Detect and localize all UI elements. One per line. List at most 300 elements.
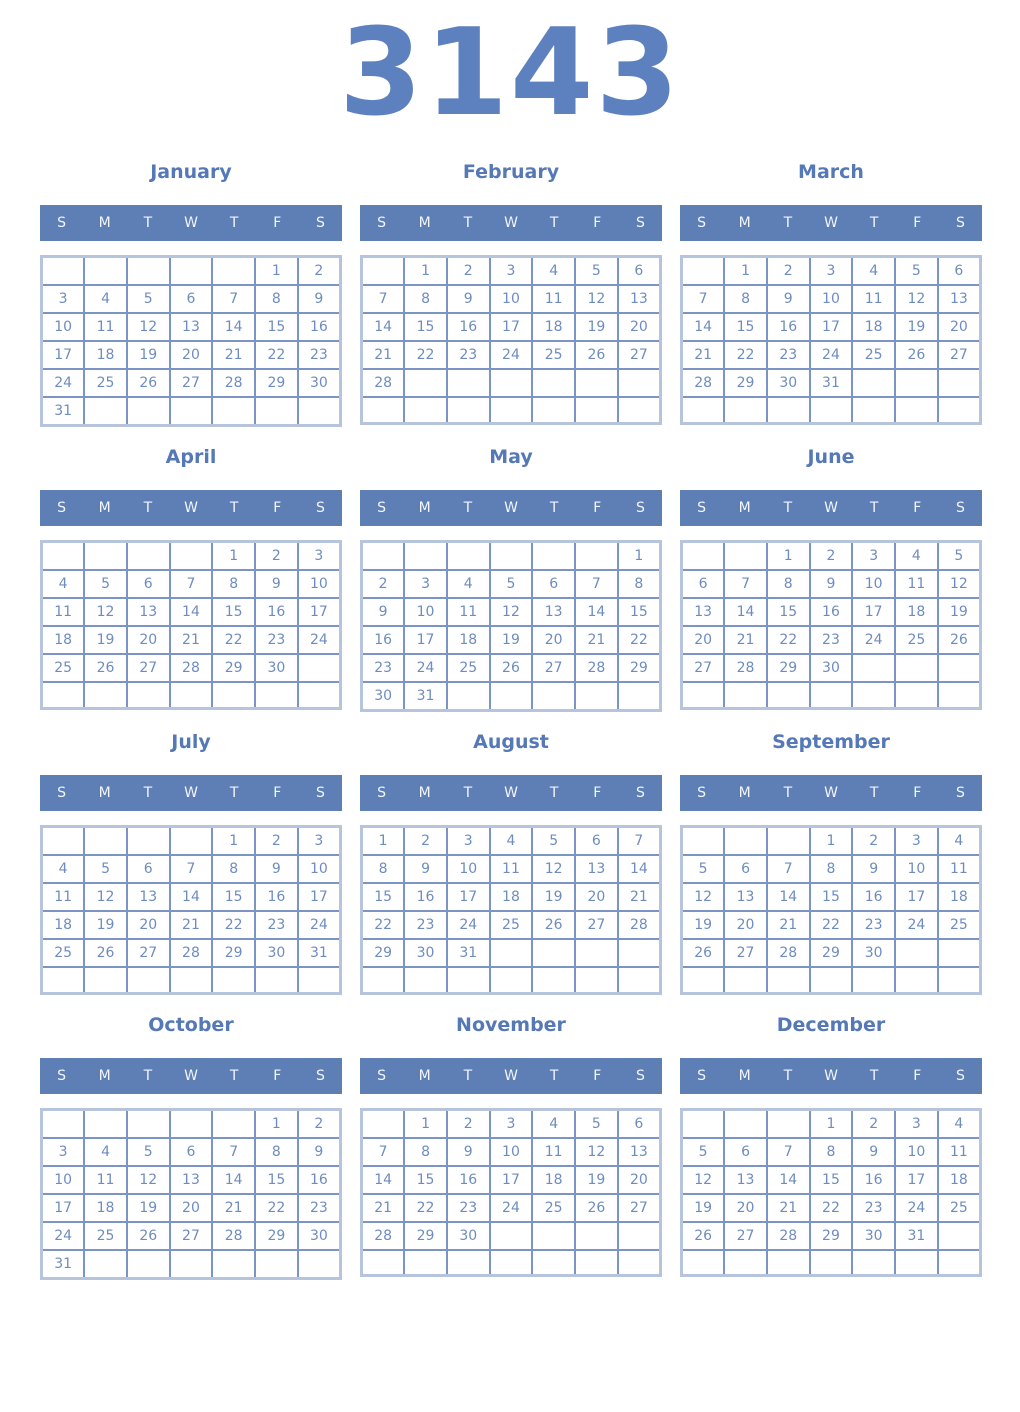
day-cell: 9 [447, 1138, 490, 1166]
day-cell: 17 [298, 598, 341, 626]
day-cell [447, 682, 490, 711]
day-cell [895, 967, 938, 993]
day-cell: 25 [938, 1194, 981, 1222]
week-row [42, 682, 341, 708]
day-cell: 11 [852, 285, 895, 313]
weekday-label: M [418, 500, 431, 516]
day-cell: 9 [852, 1138, 895, 1166]
weekday-label: S [377, 215, 387, 231]
day-cell: 22 [404, 341, 447, 369]
day-cell: 24 [895, 1194, 938, 1222]
day-cell: 1 [724, 257, 767, 286]
day-cell: 4 [447, 570, 490, 598]
weekday-label: T [549, 785, 559, 801]
day-cell [682, 827, 725, 856]
week-row [682, 397, 981, 423]
day-cell: 3 [42, 285, 85, 313]
day-cell: 19 [84, 626, 127, 654]
day-cell: 30 [255, 939, 298, 967]
day-cell: 28 [170, 939, 213, 967]
week-row [682, 1222, 981, 1250]
day-cell: 25 [84, 369, 127, 397]
day-cell: 23 [298, 1194, 341, 1222]
day-cell: 10 [490, 285, 533, 313]
week-row [42, 341, 341, 369]
day-cell: 5 [127, 285, 170, 313]
week-row [362, 369, 661, 397]
weekday-label: W [824, 785, 838, 801]
weekday-label: S [377, 1067, 387, 1084]
day-cell: 24 [447, 911, 490, 939]
day-cell: 5 [490, 570, 533, 598]
day-cell: 14 [682, 313, 725, 341]
day-cell: 12 [532, 855, 575, 883]
day-cell: 31 [404, 682, 447, 711]
day-cell [84, 1109, 127, 1138]
day-cell: 3 [490, 1109, 533, 1138]
day-cell [170, 257, 213, 286]
day-cell [404, 397, 447, 423]
month-block [680, 730, 982, 995]
week-row [682, 967, 981, 993]
day-cell: 28 [575, 654, 618, 682]
day-cell: 23 [255, 626, 298, 654]
day-cell: 22 [810, 1194, 853, 1222]
day-cell: 30 [810, 654, 853, 682]
day-cell [682, 257, 725, 286]
week-row [362, 911, 661, 939]
day-cell: 2 [298, 257, 341, 286]
day-cell: 15 [212, 883, 255, 911]
day-cell: 4 [84, 285, 127, 313]
week-row [362, 827, 661, 856]
week-row [42, 598, 341, 626]
week-row [42, 257, 341, 286]
weekday-band [680, 1058, 982, 1094]
day-cell [362, 257, 405, 286]
day-cell: 18 [490, 883, 533, 911]
day-cell: 27 [575, 911, 618, 939]
day-cell: 2 [810, 542, 853, 571]
day-cell: 17 [298, 883, 341, 911]
day-cell: 19 [575, 1166, 618, 1194]
day-cell [170, 1109, 213, 1138]
day-cell: 30 [852, 1222, 895, 1250]
week-row [42, 1166, 341, 1194]
day-cell [447, 967, 490, 993]
weekday-label: S [377, 500, 387, 516]
day-cell: 31 [810, 369, 853, 397]
day-cell: 31 [42, 1250, 85, 1279]
day-cell [767, 397, 810, 423]
week-row [362, 1109, 661, 1138]
day-cell [362, 542, 405, 571]
day-cell: 30 [298, 369, 341, 397]
day-cell: 9 [362, 598, 405, 626]
day-cell: 5 [895, 257, 938, 286]
day-cell: 19 [938, 598, 981, 626]
weekday-band [680, 775, 982, 811]
day-cell [42, 967, 85, 993]
day-cell [575, 682, 618, 711]
day-cell: 28 [362, 1222, 405, 1250]
day-cell: 9 [852, 855, 895, 883]
day-cell [84, 1250, 127, 1279]
month-block [360, 1013, 662, 1280]
day-cell: 20 [127, 626, 170, 654]
day-cell: 21 [170, 626, 213, 654]
day-cell: 1 [255, 1109, 298, 1138]
day-cell: 25 [447, 654, 490, 682]
day-cell [447, 1250, 490, 1276]
day-cell: 15 [362, 883, 405, 911]
day-cell: 11 [938, 1138, 981, 1166]
day-cell [532, 939, 575, 967]
day-cell: 14 [170, 883, 213, 911]
day-cell [42, 257, 85, 286]
day-cell: 17 [42, 341, 85, 369]
day-cell: 17 [490, 1166, 533, 1194]
weekday-band [360, 205, 662, 241]
day-cell: 16 [255, 883, 298, 911]
day-cell: 18 [938, 883, 981, 911]
week-row [42, 1250, 341, 1279]
day-cell: 5 [575, 257, 618, 286]
week-row [362, 883, 661, 911]
day-cell: 20 [575, 883, 618, 911]
day-cell: 26 [84, 939, 127, 967]
day-cell: 27 [938, 341, 981, 369]
week-row [42, 939, 341, 967]
week-row [682, 1166, 981, 1194]
week-row [682, 883, 981, 911]
day-cell: 30 [852, 939, 895, 967]
day-cell [127, 827, 170, 856]
day-cell: 21 [212, 341, 255, 369]
day-cell: 5 [532, 827, 575, 856]
month-grid [680, 825, 982, 995]
day-cell: 2 [255, 827, 298, 856]
day-cell [852, 1250, 895, 1276]
day-cell: 20 [618, 1166, 661, 1194]
day-cell: 13 [938, 285, 981, 313]
day-cell: 6 [938, 257, 981, 286]
day-cell: 8 [212, 855, 255, 883]
day-cell: 23 [362, 654, 405, 682]
day-cell: 14 [212, 1166, 255, 1194]
day-cell: 12 [938, 570, 981, 598]
week-row [362, 1138, 661, 1166]
week-row [42, 626, 341, 654]
day-cell: 14 [575, 598, 618, 626]
day-cell: 24 [298, 911, 341, 939]
weekday-label: S [697, 1067, 707, 1084]
weekday-label: S [315, 1067, 325, 1084]
day-cell [852, 682, 895, 708]
day-cell: 24 [298, 626, 341, 654]
month-grid [360, 825, 662, 995]
week-row [42, 313, 341, 341]
weekday-label: M [738, 215, 751, 231]
day-cell: 24 [490, 341, 533, 369]
day-cell: 10 [852, 570, 895, 598]
day-cell [810, 682, 853, 708]
day-cell [127, 967, 170, 993]
day-cell [724, 827, 767, 856]
weekday-label: S [955, 1067, 965, 1084]
day-cell: 3 [490, 257, 533, 286]
day-cell: 21 [618, 883, 661, 911]
weekday-band [40, 775, 342, 811]
week-row [362, 855, 661, 883]
day-cell: 9 [255, 855, 298, 883]
day-cell [532, 397, 575, 423]
week-row [362, 397, 661, 423]
weekday-label: W [184, 785, 198, 801]
month-block [680, 160, 982, 427]
month-title: January [150, 161, 232, 183]
day-cell: 13 [532, 598, 575, 626]
day-cell: 28 [212, 1222, 255, 1250]
day-cell [618, 939, 661, 967]
day-cell [404, 967, 447, 993]
day-cell: 20 [170, 341, 213, 369]
day-cell [575, 939, 618, 967]
day-cell: 21 [212, 1194, 255, 1222]
day-cell [212, 1250, 255, 1279]
day-cell: 22 [618, 626, 661, 654]
weekday-label: W [504, 500, 518, 516]
day-cell: 20 [724, 1194, 767, 1222]
day-cell: 7 [724, 570, 767, 598]
day-cell: 10 [447, 855, 490, 883]
weekday-label: T [463, 500, 473, 516]
day-cell: 6 [618, 1109, 661, 1138]
day-cell: 10 [895, 855, 938, 883]
month-grid [360, 1108, 662, 1278]
day-cell [255, 1250, 298, 1279]
week-row [362, 285, 661, 313]
day-cell [532, 682, 575, 711]
day-cell: 24 [895, 911, 938, 939]
weekday-label: T [549, 215, 559, 231]
day-cell: 25 [84, 1222, 127, 1250]
weekday-label: S [697, 215, 707, 231]
day-cell: 2 [447, 1109, 490, 1138]
month-title: July [171, 731, 211, 753]
day-cell [212, 682, 255, 708]
day-cell: 16 [767, 313, 810, 341]
day-cell [255, 682, 298, 708]
day-cell: 4 [938, 827, 981, 856]
weekday-label: S [57, 1067, 67, 1084]
day-cell: 9 [298, 285, 341, 313]
weekday-label: T [869, 1067, 879, 1084]
month-block [40, 445, 342, 712]
day-cell [127, 682, 170, 708]
day-cell: 25 [532, 341, 575, 369]
day-cell: 26 [575, 341, 618, 369]
day-cell: 12 [84, 598, 127, 626]
day-cell: 14 [362, 1166, 405, 1194]
day-cell: 29 [618, 654, 661, 682]
month-title: October [148, 1013, 234, 1036]
weekday-label: F [273, 1067, 282, 1084]
day-cell: 26 [682, 1222, 725, 1250]
week-row [42, 827, 341, 856]
week-row [42, 911, 341, 939]
day-cell: 8 [404, 285, 447, 313]
day-cell [490, 369, 533, 397]
week-row [682, 1138, 981, 1166]
week-row [682, 626, 981, 654]
day-cell [810, 967, 853, 993]
week-row [682, 682, 981, 708]
day-cell [895, 682, 938, 708]
day-cell: 19 [532, 883, 575, 911]
day-cell: 18 [532, 1166, 575, 1194]
week-row [362, 341, 661, 369]
day-cell [575, 542, 618, 571]
week-row [682, 341, 981, 369]
day-cell: 10 [42, 313, 85, 341]
day-cell: 10 [42, 1166, 85, 1194]
day-cell: 10 [810, 285, 853, 313]
day-cell [852, 397, 895, 423]
year-title: 3143 [339, 4, 681, 143]
day-cell: 4 [84, 1138, 127, 1166]
day-cell: 15 [810, 1166, 853, 1194]
weekday-band [360, 490, 662, 526]
day-cell: 21 [170, 911, 213, 939]
day-cell [42, 1109, 85, 1138]
day-cell: 17 [447, 883, 490, 911]
day-cell [532, 369, 575, 397]
day-cell: 3 [404, 570, 447, 598]
week-row [682, 654, 981, 682]
weekday-label: F [913, 500, 922, 516]
week-row [362, 542, 661, 571]
day-cell: 29 [810, 1222, 853, 1250]
day-cell [490, 939, 533, 967]
day-cell [212, 1109, 255, 1138]
week-row [362, 654, 661, 682]
day-cell: 12 [127, 313, 170, 341]
day-cell [895, 939, 938, 967]
month-block [40, 1013, 342, 1280]
day-cell: 31 [298, 939, 341, 967]
day-cell: 9 [810, 570, 853, 598]
day-cell: 8 [767, 570, 810, 598]
week-row [42, 542, 341, 571]
weekday-label: S [697, 500, 707, 516]
month-title: August [473, 731, 549, 753]
day-cell: 29 [810, 939, 853, 967]
week-row [42, 654, 341, 682]
day-cell: 25 [42, 654, 85, 682]
day-cell: 25 [532, 1194, 575, 1222]
day-cell: 7 [362, 285, 405, 313]
day-cell: 5 [682, 1138, 725, 1166]
weekday-label: W [504, 785, 518, 801]
day-cell: 22 [212, 911, 255, 939]
day-cell: 28 [212, 369, 255, 397]
day-cell [724, 542, 767, 571]
day-cell [575, 967, 618, 993]
day-cell: 17 [852, 598, 895, 626]
day-cell: 10 [404, 598, 447, 626]
day-cell [447, 397, 490, 423]
week-row [42, 397, 341, 426]
day-cell: 11 [895, 570, 938, 598]
weekday-label: S [315, 500, 325, 516]
day-cell: 24 [42, 369, 85, 397]
week-row [42, 967, 341, 993]
day-cell: 2 [852, 827, 895, 856]
day-cell: 20 [127, 911, 170, 939]
weekday-label: S [377, 785, 387, 801]
month-grid [360, 255, 662, 425]
week-row [362, 257, 661, 286]
month-block [680, 445, 982, 712]
weekday-label: W [824, 215, 838, 231]
month-block [360, 160, 662, 427]
day-cell: 9 [298, 1138, 341, 1166]
day-cell: 9 [255, 570, 298, 598]
day-cell: 3 [298, 542, 341, 571]
day-cell: 11 [532, 1138, 575, 1166]
weekday-label: W [504, 1067, 518, 1084]
day-cell: 1 [362, 827, 405, 856]
day-cell: 4 [42, 570, 85, 598]
weekday-label: T [143, 500, 153, 516]
day-cell: 6 [724, 855, 767, 883]
day-cell: 24 [852, 626, 895, 654]
day-cell: 4 [938, 1109, 981, 1138]
day-cell: 21 [575, 626, 618, 654]
day-cell [127, 1109, 170, 1138]
day-cell [682, 967, 725, 993]
day-cell: 29 [255, 1222, 298, 1250]
day-cell [724, 1250, 767, 1276]
day-cell [298, 682, 341, 708]
day-cell: 24 [42, 1222, 85, 1250]
day-cell: 15 [618, 598, 661, 626]
day-cell: 23 [404, 911, 447, 939]
day-cell [170, 542, 213, 571]
week-row [682, 855, 981, 883]
week-row [362, 967, 661, 993]
day-cell: 12 [682, 883, 725, 911]
day-cell: 28 [767, 1222, 810, 1250]
weekday-label: T [783, 500, 793, 516]
day-cell: 26 [682, 939, 725, 967]
week-row [682, 313, 981, 341]
day-cell: 1 [767, 542, 810, 571]
day-cell: 14 [767, 1166, 810, 1194]
day-cell [490, 1250, 533, 1276]
weekday-label: S [955, 500, 965, 516]
day-cell: 3 [895, 1109, 938, 1138]
day-cell: 20 [682, 626, 725, 654]
week-row [362, 1222, 661, 1250]
day-cell: 7 [618, 827, 661, 856]
day-cell: 3 [810, 257, 853, 286]
day-cell: 13 [575, 855, 618, 883]
month-block [40, 730, 342, 995]
day-cell: 10 [895, 1138, 938, 1166]
day-cell: 19 [490, 626, 533, 654]
